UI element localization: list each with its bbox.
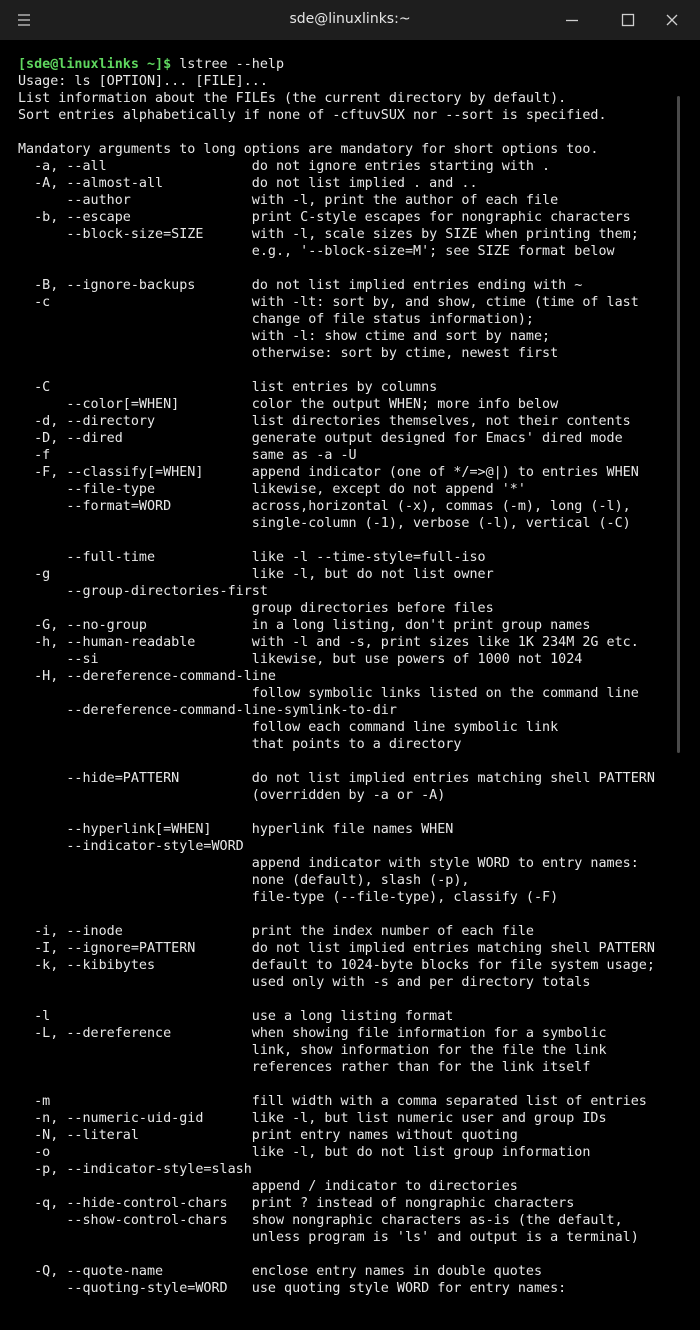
output-line: link, show information for the file the link [18,1043,607,1058]
output-line: file-type (--file-type), classify (-F) [18,890,559,905]
output-line: --full-time like -l --time-style=full-iso [18,550,486,565]
output-line: Usage: ls [OPTION]... [FILE]... [18,74,268,89]
output-line [18,804,678,821]
output-line: --dereference-command-line-symlink-to-dir [18,703,397,718]
output-line: follow each command line symbolic link [18,720,559,735]
close-icon[interactable] [662,10,682,30]
output-line: references rather than for the link itself [18,1060,591,1075]
output-line [18,532,678,549]
output-line: that points to a directory [18,737,462,752]
output-line: --quoting-style=WORD use quoting style WORD for entry names: [18,1281,567,1296]
output-line: -n, --numeric-uid-gid like -l, but list numeric user and group IDs [18,1111,607,1126]
output-line [18,906,678,923]
output-line: -L, --dereference when showing file information for a symbolic [18,1026,607,1041]
output-line: unless program is 'ls' and output is a terminal) [18,1230,639,1245]
output-line: -D, --dired generate output designed for Emacs' dired mode [18,431,623,446]
output-line: none (default), slash (-p), [18,873,470,888]
output-line: -h, --human-readable with -l and -s, print sizes like 1K 234M 2G etc. [18,635,639,650]
output-line: e.g., '--block-size=M'; see SIZE format below [18,244,615,259]
maximize-icon[interactable] [618,10,638,30]
output-line: -C list entries by columns [18,380,438,395]
output-line [18,1246,678,1263]
output-line: change of file status information); [18,312,534,327]
output-line: used only with -s and per directory totals [18,975,591,990]
output-line: -i, --inode print the index number of each file [18,924,534,939]
shell-prompt: [sde@linuxlinks ~]$ [18,57,172,72]
output-line: --indicator-style=WORD [18,839,244,854]
output-line: -H, --dereference-command-line [18,669,276,684]
output-line [18,991,678,1008]
output-line [18,753,678,770]
output-line: --author with -l, print the author of each file [18,193,559,208]
output-line: -l use a long listing format [18,1009,454,1024]
output-line [18,362,678,379]
output-line: -f same as -a -U [18,448,357,463]
output-line: -G, --no-group in a long listing, don't print group names [18,618,591,633]
output-line: -Q, --quote-name enclose entry names in double quotes [18,1264,543,1279]
output-line: --hyperlink[=WHEN] hyperlink file names WHEN [18,822,454,837]
minimize-icon[interactable] [562,10,582,30]
output-line: -d, --directory list directories themselves, not their contents [18,414,631,429]
output-line: -c with -lt: sort by, and show, ctime (time of last [18,295,639,310]
output-line: -p, --indicator-style=slash [18,1162,252,1177]
output-line: -I, --ignore=PATTERN do not list implied entries matching shell PATTERN [18,941,655,956]
output-line [18,1076,678,1093]
output-line: Mandatory arguments to long options are mandatory for short options too. [18,142,599,157]
output-line: --block-size=SIZE with -l, scale sizes by SIZE when printing them; [18,227,639,242]
output-line [18,124,678,141]
output-line: -F, --classify[=WHEN] append indicator (one of */=>@|) to entries WHEN [18,465,639,480]
terminal-scrollbar[interactable] [677,96,680,753]
terminal-text [18,56,678,1297]
title-bar [0,0,700,40]
prompt-line [18,56,678,73]
terminal-output[interactable] [0,40,700,1330]
output-line: -a, --all do not ignore entries starting with . [18,159,551,174]
output-line: group directories before files [18,601,494,616]
typed-command: lstree --help [171,57,285,72]
output-line [18,260,678,277]
output-line: -k, --kibibytes default to 1024-byte blocks for file system usage; [18,958,655,973]
output-line: --color[=WHEN] color the output WHEN; more info below [18,397,559,412]
output-line: append / indicator to directories [18,1179,518,1194]
output-line: --group-directories-first [18,584,268,599]
output-line: -A, --almost-all do not list implied . and .. [18,176,478,191]
output-line: -q, --hide-control-chars print ? instead of nongraphic characters [18,1196,575,1211]
output-line: follow symbolic links listed on the command line [18,686,639,701]
output-line: -N, --literal print entry names without quoting [18,1128,518,1143]
window-title: sde@linuxlinks:~ [289,11,411,27]
output-line: List information about the FILEs (the current directory by default). [18,91,567,106]
output-line: -o like -l, but do not list group information [18,1145,591,1160]
output-line: --format=WORD across,horizontal (-x), commas (-m), long (-l), [18,499,631,514]
output-line: -m fill width with a comma separated list of entries [18,1094,647,1109]
output-line: (overridden by -a or -A) [18,788,446,803]
output-line: -g like -l, but do not list owner [18,567,494,582]
output-line: --show-control-chars show nongraphic characters as-is (the default, [18,1213,623,1228]
output-line: otherwise: sort by ctime, newest first [18,346,559,361]
output-line: single-column (-1), verbose (-l), vertical (-C) [18,516,631,531]
output-line: --si likewise, but use powers of 1000 not 1024 [18,652,583,667]
output-line: with -l: show ctime and sort by name; [18,329,551,344]
output-line: append indicator with style WORD to entry names: [18,856,639,871]
output-line: Sort entries alphabetically if none of -cftuvSUX nor --sort is specified. [18,108,607,123]
output-line: -B, --ignore-backups do not list implied entries ending with ~ [18,278,583,293]
output-line: --file-type likewise, except do not append '*' [18,482,526,497]
output-line: --hide=PATTERN do not list implied entries matching shell PATTERN [18,771,655,786]
output-line: -b, --escape print C-style escapes for nongraphic characters [18,210,631,225]
